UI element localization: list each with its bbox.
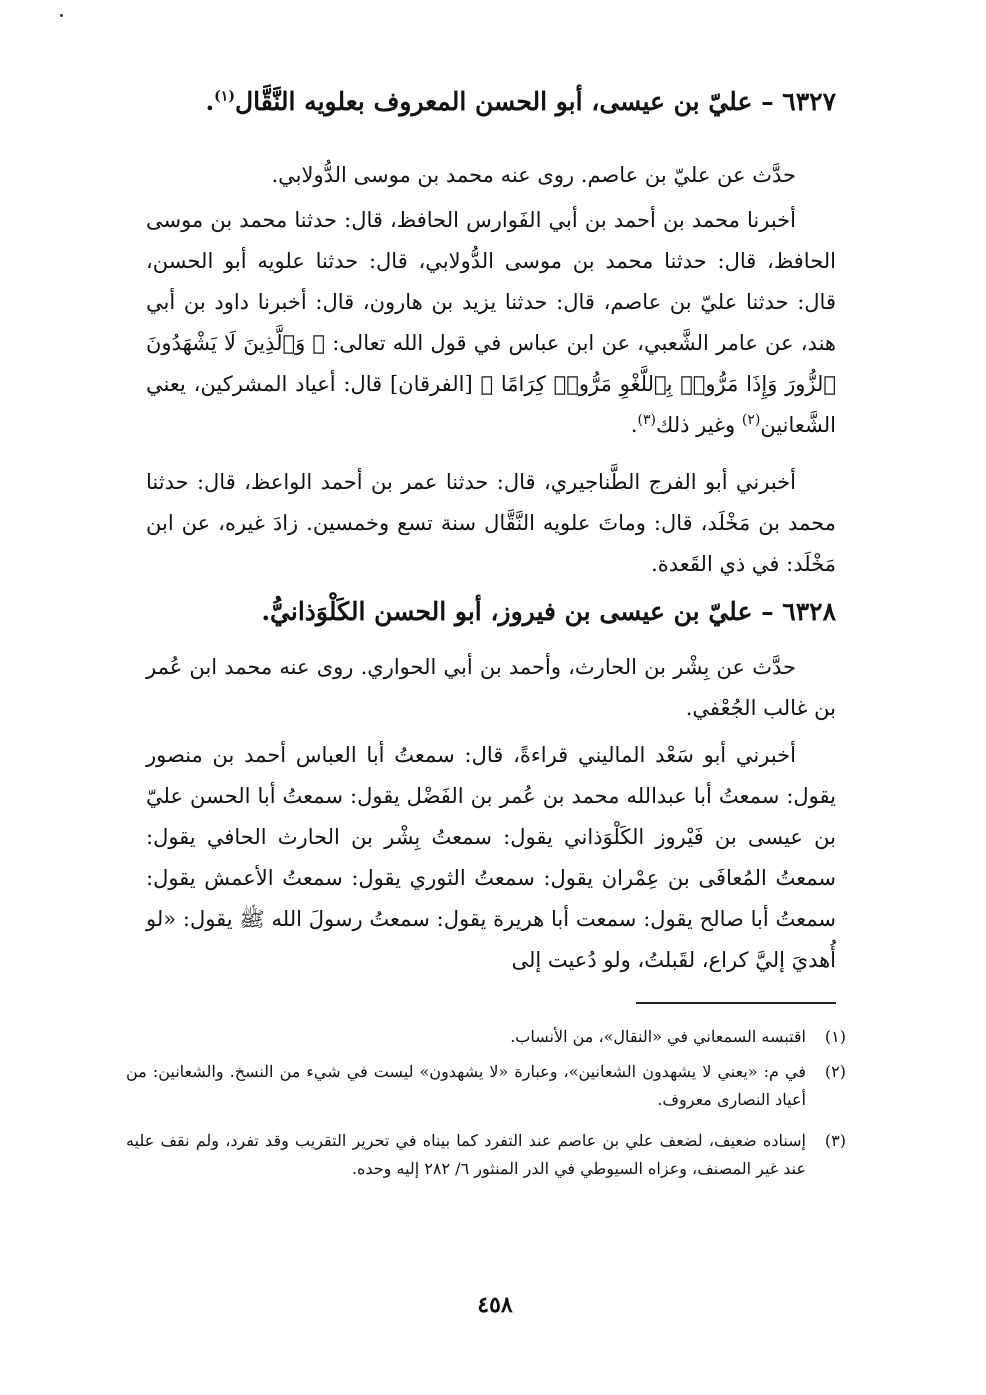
entry-heading-6327-text: ٦٣٢٧ – عليّ بن عيسى، أبو الحسن المعروف بعلويه النَّقَّال: [234, 87, 836, 116]
entry-6327-paragraph-3: أخبرني أبو الفرج الطَّناجيري، قال: حدثنا عمر بن أحمد الواعظ، قال: حدثنا محمد بن مَخْلَد، قال: وماتَ علويه النَّقَّال سنة تسع وخمسين. زادَ غيره، عن ابن مَخْلَد: في ذي القَعدة.: [146, 470, 836, 576]
entry-6327-paragraph-2-text: أخبرنا محمد بن أحمد بن أبي الفَوارس الحافظ، قال: حدثنا محمد بن موسى الحافظ، قال: حدثنا محمد بن موسى الدُّولابي، قال: حدثنا علويه أبو الحسن، قال: حدثنا عليّ بن عاصم، قال: حدثنا يزيد بن هارون، قال: أخبرنا داود بن أبي هند، عن عامر الشَّعبي، عن ابن عباس في قول الله تعالى: ﴿ وَٱلَّذِينَ لَا يَشْهَدُونَ ٱلزُّورَ وَإِذَا مَرُّوا۟ بِٱللَّغْوِ مَرُّوا۟ كِرَامًا ﴾ [الفرقان] قال: أعياد المشركين، يعني الشَّعانين: [146, 208, 836, 437]
entry-6327-paragraph-2-cont: وغير ذلك: [656, 413, 742, 437]
entry-6327-paragraph-2: [146, 200, 836, 446]
footnote-3-number: (٣): [824, 1131, 846, 1150]
scan-speck: [60, 14, 63, 17]
footnote-3: [126, 1127, 846, 1183]
footnote-ref-3[interactable]: (٣): [637, 412, 656, 428]
entry-6328-paragraph-1: حدَّث عن بِشْر بن الحارث، وأحمد بن أبي الحواري. روى عنه محمد ابن عُمر بن غالب الجُعْفي.: [146, 655, 836, 720]
footnote-1: [126, 1023, 846, 1051]
footnote-1-number: (١): [824, 1027, 846, 1046]
entry-6327-paragraph-2-end: .: [630, 413, 638, 437]
footnote-3-text: إسناده ضعيف، لضعف علي بن عاصم عند التفرد كما بيناه في تحرير التقريب وقد تفرد، ولم نقف عليه عند غير المصنف، وعزاه السيوطي في الدر المنثور ٦/ ٢٨٢ إليه وحده.: [126, 1131, 806, 1178]
entry-heading-6327-end: .: [205, 87, 215, 116]
footnote-2-number: (٢): [824, 1062, 846, 1081]
entry-6328-paragraph-2: أخبرني أبو سَعْد الماليني قراءةً، قال: سمعتُ أبا العباس أحمد بن منصور يقول: سمعتُ أبا عبدالله محمد بن عُمر بن الفَضْل يقول: سمعتُ أبا الحسن عليّ بن عيسى بن فَيْروز الكَلْوَذاني يقول: سمعتُ بِشْر بن الحارث الحافي يقول: سمعتُ المُعافَى بن عِمْران يقول: سمعتُ الثوري يقول: سمعتُ الأعمش يقول: سمعتُ أبا صالح يقول: سمعت أبا هريرة يقول: سمعتُ رسولَ الله ﷺ يقول: «لو أُهديَ إليَّ كراع، لقَبلتُ، ولو دُعيت إلى: [146, 743, 836, 972]
page-number: ٤٥٨: [477, 1292, 513, 1318]
footnote-2: [126, 1058, 846, 1114]
footnote-ref-2[interactable]: (٢): [741, 412, 761, 428]
entry-heading-6327: [146, 82, 836, 122]
footnote-1-text: اقتبسه السمعاني في «النقال»، من الأنساب.: [510, 1027, 806, 1046]
footnote-2-text: في م: «يعني لا يشهدون الشعانين»، وعبارة «لا يشهدون» ليست في شيء من النسخ. والشعانين: من أعياد النصارى معروف.: [126, 1062, 806, 1109]
entry-heading-6328: ٦٣٢٨ – عليّ بن عيسى بن فيروز، أبو الحسن الكَلْوَذانيُّ.: [261, 597, 836, 626]
footnote-separator: [636, 1002, 836, 1004]
entry-6327-paragraph-1: حدَّث عن عليّ بن عاصم. روى عنه محمد بن موسى الدُّولابي.: [271, 163, 796, 187]
footnote-ref-1[interactable]: (١): [214, 88, 235, 105]
